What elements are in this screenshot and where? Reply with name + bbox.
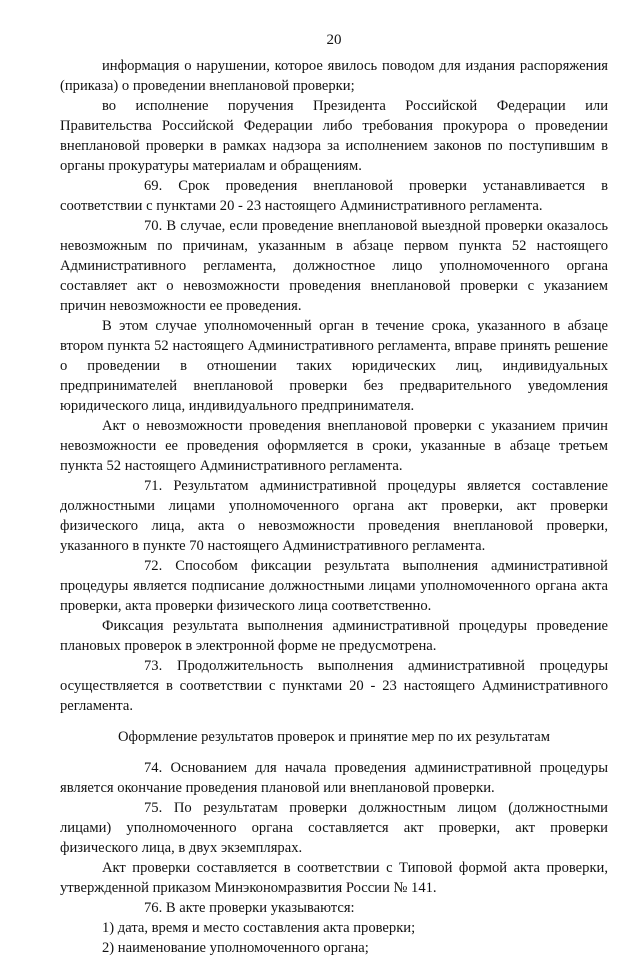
paragraph-text: Основанием для начала проведения административной процедуры является окончание проведения плановой или внеплановой проверки. — [60, 760, 609, 796]
paragraph-text: Способом фиксации результата выполнения административной процедуры является подписание должностными лицами уполномоченного органа акта проверки, акта проверки физического лица соответственно. — [60, 558, 608, 614]
paragraph-76 — [60, 898, 608, 918]
paragraph-71 — [60, 476, 608, 556]
paragraph-number: 69. — [144, 178, 163, 194]
paragraph-text: По результатам проверки должностным лицом (должностными лицами) уполномоченного органа составляется акт проверки, акт проверки физического лица, в двух экземплярах. — [60, 800, 608, 856]
paragraph-number: 74. — [144, 760, 163, 776]
paragraph-text: В акте проверки указываются: — [165, 900, 355, 916]
paragraph-number: 70. — [144, 218, 163, 234]
paragraph-74 — [60, 758, 608, 798]
list-item: 1) дата, время и место составления акта проверки; — [102, 920, 416, 936]
list-item: 2) наименование уполномоченного органа; — [102, 940, 369, 956]
paragraph-number: 75. — [144, 800, 163, 816]
paragraph: В этом случае уполномоченный орган в течение срока, указанного в абзаце втором пункта 52 настоящего Административного регламента, вправе принять решение о проведении в отношении таких юридических лиц, индивидуальных предпринимателей внеплановой проверки без предварительного уведомления юридического лица, индивидуального предпринимателя. — [60, 318, 608, 414]
paragraph: во исполнение поручения Президента Российской Федерации или Правительства Российской Федерации либо требования прокурора о проведении внеплановой проверки в рамках надзора за исполнением законов по поступившим в органы прокуратуры материалам и обращениям. — [60, 98, 608, 174]
section-heading: Оформление результатов проверок и принятие мер по их результатам — [117, 729, 550, 745]
paragraph: Фиксация результата выполнения административной процедуры проведение плановых проверок в электронной форме не предусмотрена. — [60, 618, 608, 654]
paragraph: информация о нарушении, которое явилось поводом для издания распоряжения (приказа) о проведении внеплановой проверки; — [60, 58, 608, 94]
paragraph-75 — [60, 798, 608, 858]
paragraph-69 — [60, 176, 608, 216]
paragraph-72 — [60, 556, 608, 616]
paragraph-number: 72. — [144, 558, 163, 574]
paragraph: Акт о невозможности проведения внеплановой проверки с указанием причин невозможности ее проведения оформляется в сроки, указанные в абзаце третьем пункта 52 настоящего Административного регламента. — [60, 418, 608, 474]
paragraph-text: Результатом административной процедуры является составление должностными лицами уполномоченного органа акт проверки, акт проверки физического лица, акта о невозможности проведения внеплановой проверки, указанного в пункте 70 настоящего Административного регламента. — [60, 478, 608, 554]
paragraph-text: Срок проведения внеплановой проверки устанавливается в соответствии с пунктами 20 - 23 настоящего Административного регламента. — [60, 178, 608, 214]
paragraph-number: 71. — [144, 478, 163, 494]
paragraph-number: 76. — [144, 900, 163, 916]
page-number: 20 — [326, 32, 342, 48]
paragraph-70 — [60, 216, 608, 316]
paragraph: Акт проверки составляется в соответствии с Типовой формой акта проверки, утвержденной приказом Минэкономразвития России № 141. — [60, 860, 608, 896]
paragraph-text: Продолжительность выполнения административной процедуры осуществляется в соответствии с пунктами 20 - 23 настоящего Административного регламента. — [60, 658, 608, 714]
paragraph-73 — [60, 656, 608, 716]
paragraph-number: 73. — [144, 658, 163, 674]
paragraph-text: В случае, если проведение внеплановой выездной проверки оказалось невозможным по причинам, указанным в абзаце первом пункта 52 настоящего Административного регламента, должностное лицо уполномоченного органа составляет акт о невозможности проведения внеплановой проверки с указанием причин невозможности ее проведения. — [60, 218, 608, 314]
